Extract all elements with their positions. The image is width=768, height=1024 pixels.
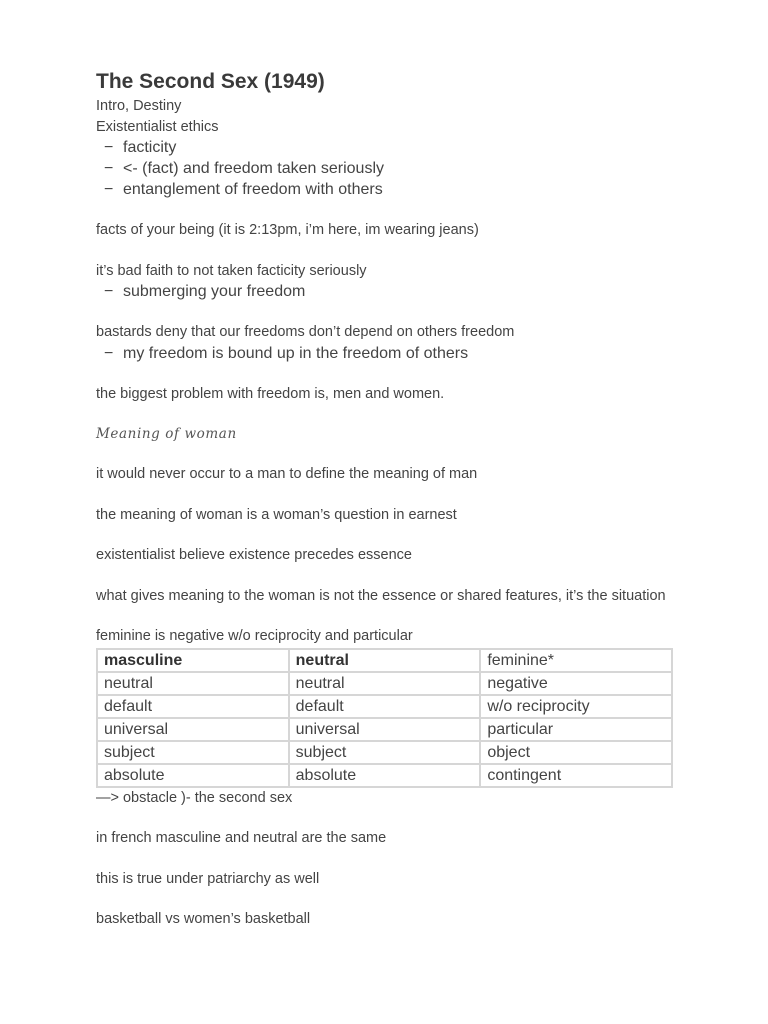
table-cell: absolute: [97, 764, 289, 787]
table-cell: default: [97, 695, 289, 718]
paragraph: this is true under patriarchy as well: [96, 870, 320, 887]
section-heading: Meaning of woman: [96, 426, 237, 442]
list-item: − <- (fact) and freedom taken seriously: [104, 160, 385, 177]
table-cell: object: [480, 741, 672, 764]
note-page: [96, 68, 676, 930]
table-row: [97, 718, 672, 741]
table-row: [97, 741, 672, 764]
table-header-cell: neutral: [289, 649, 481, 672]
table-cell: universal: [289, 718, 481, 741]
section-label: Existentialist ethics: [96, 118, 219, 135]
paragraph: bastards deny that our freedoms don’t depend on others freedom: [96, 324, 515, 340]
table-cell: absolute: [289, 764, 481, 787]
paragraph: basketball vs women’s basketball: [96, 911, 311, 927]
bullet-list: [96, 281, 676, 302]
table-cell: subject: [97, 741, 289, 764]
paragraph: it’s bad faith to not taken facticity seriously: [96, 262, 367, 279]
list-item: − facticity: [104, 139, 177, 156]
table-header-cell: masculine: [97, 649, 289, 672]
comparison-table: [96, 648, 673, 788]
table-header-row: [97, 649, 672, 672]
bullet-list: [96, 343, 676, 364]
table-header-cell: feminine*: [480, 649, 672, 672]
table-cell: contingent: [480, 764, 672, 787]
table-cell: particular: [480, 718, 672, 741]
subtitle-line: Intro, Destiny: [96, 98, 182, 114]
table-cell: subject: [289, 741, 481, 764]
table-cell: universal: [97, 718, 289, 741]
table-row: [97, 672, 672, 695]
paragraph: feminine is negative w/o reciprocity and particular: [96, 628, 413, 644]
paragraph: what gives meaning to the woman is not the essence or shared features, it’s the situation: [96, 587, 666, 604]
paragraph: the meaning of woman is a woman’s question in earnest: [96, 506, 457, 523]
paragraph: it would never occur to a man to define the meaning of man: [96, 466, 478, 482]
list-item: − entanglement of freedom with others: [104, 181, 383, 198]
paragraph: —> obstacle )- the second sex: [96, 789, 293, 806]
page-title: The Second Sex (1949): [96, 70, 325, 93]
table-row: [97, 695, 672, 718]
table-cell: default: [289, 695, 481, 718]
paragraph: facts of your being (it is 2:13pm, i’m here, im wearing jeans): [96, 222, 479, 238]
paragraph: existentialist believe existence precedes essence: [96, 547, 412, 563]
table-cell: neutral: [289, 672, 481, 695]
list-item: − my freedom is bound up in the freedom of others: [104, 344, 469, 362]
list-item: − submerging your freedom: [104, 283, 306, 300]
paragraph: in french masculine and neutral are the same: [96, 830, 387, 846]
table-cell: w/o reciprocity: [480, 695, 672, 718]
bullet-list: [96, 137, 676, 200]
paragraph: the biggest problem with freedom is, men and women.: [96, 385, 445, 402]
table-cell: neutral: [97, 672, 289, 695]
table-cell: negative: [480, 672, 672, 695]
table-row: [97, 764, 672, 787]
